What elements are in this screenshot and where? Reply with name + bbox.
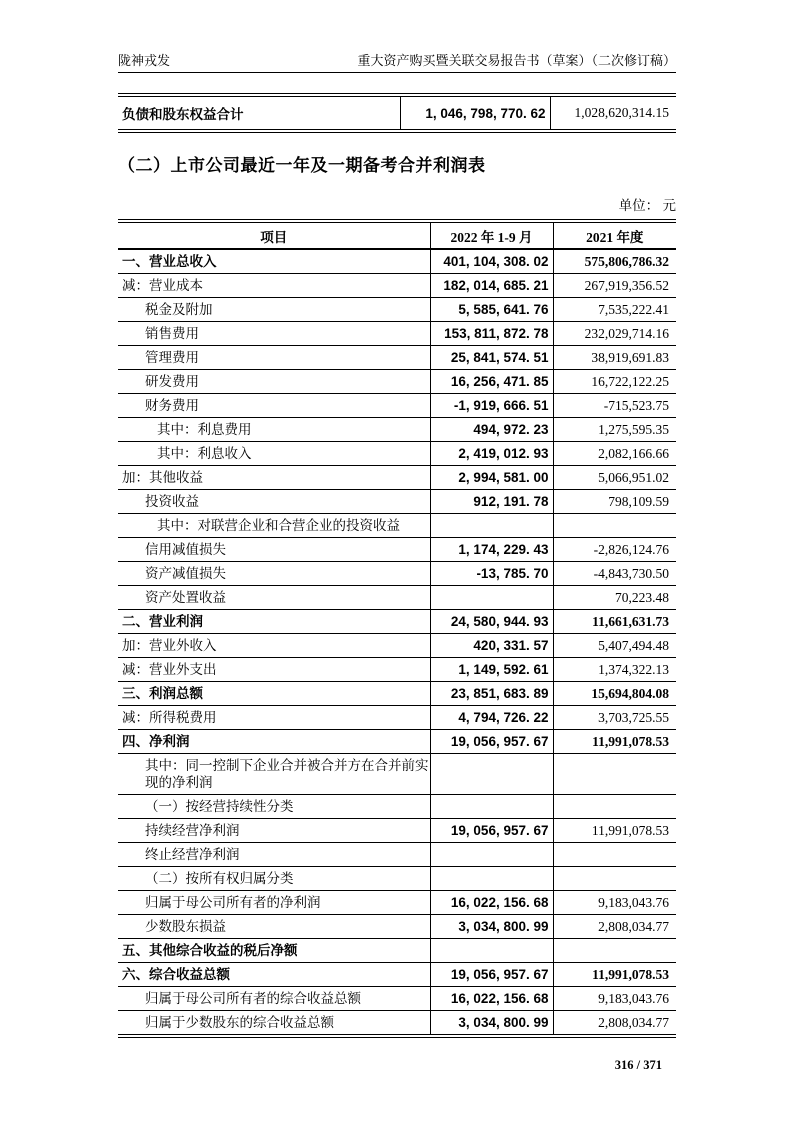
table-row [118, 346, 676, 370]
row-value-2022: -1, 919, 666. 51 [430, 394, 553, 418]
row-value-2021: 15,694,804.08 [553, 682, 676, 706]
table-row [118, 682, 676, 706]
running-header [118, 53, 676, 73]
row-value-2021 [553, 514, 676, 538]
row-label: 其中：利息收入 [118, 442, 430, 466]
row-label: 管理费用 [118, 346, 430, 370]
page-content [118, 0, 676, 1073]
row-label: 减：营业成本 [118, 274, 430, 298]
row-value-2022 [430, 754, 553, 795]
row-value-2021: 11,991,078.53 [553, 963, 676, 987]
row-value-2022: 420, 331. 57 [430, 634, 553, 658]
header-company-name: 陇神戎发 [118, 53, 171, 68]
table-row [118, 490, 676, 514]
row-value-2022: 182, 014, 685. 21 [430, 274, 553, 298]
row-value-2021: 1,374,322.13 [553, 658, 676, 682]
row-value-2021: 11,661,631.73 [553, 610, 676, 634]
table-row [118, 586, 676, 610]
row-label: 减：营业外支出 [118, 658, 430, 682]
table-row [118, 730, 676, 754]
row-label: 投资收益 [118, 490, 430, 514]
row-label: 其中：同一控制下企业合并被合并方在合并前实现的净利润 [118, 754, 430, 795]
table-row [118, 442, 676, 466]
table-row [118, 1011, 676, 1037]
row-label: 减：所得税费用 [118, 706, 430, 730]
table-row [118, 963, 676, 987]
row-label: 加：营业外收入 [118, 634, 430, 658]
row-value-2021: 5,066,951.02 [553, 466, 676, 490]
row-value-2022: 16, 022, 156. 68 [430, 891, 553, 915]
row-value-2022: 24, 580, 944. 93 [430, 610, 553, 634]
row-value-2021: 11,991,078.53 [553, 730, 676, 754]
row-value-2022: 5, 585, 641. 76 [430, 298, 553, 322]
income-statement-table [118, 219, 676, 1038]
table-row [118, 418, 676, 442]
row-label: 三、利润总额 [118, 682, 430, 706]
row-label: 资产减值损失 [118, 562, 430, 586]
table-row [118, 394, 676, 418]
row-label: 税金及附加 [118, 298, 430, 322]
row-value-2021: 2,082,166.66 [553, 442, 676, 466]
row-label: （二）按所有权归属分类 [118, 867, 430, 891]
row-value-2022: 912, 191. 78 [430, 490, 553, 514]
row-label: 归属于母公司所有者的综合收益总额 [118, 987, 430, 1011]
row-value-2021: 9,183,043.76 [553, 891, 676, 915]
row-value-2021: 38,919,691.83 [553, 346, 676, 370]
row-label: 研发费用 [118, 370, 430, 394]
row-value-2022: 3, 034, 800. 99 [430, 915, 553, 939]
row-value-2021 [553, 867, 676, 891]
row-value-2021: 798,109.59 [553, 490, 676, 514]
table-row [118, 795, 676, 819]
column-header-2021: 2021 年度 [553, 221, 676, 249]
table-row [118, 249, 676, 274]
row-label: （一）按经营持续性分类 [118, 795, 430, 819]
table-row [118, 843, 676, 867]
table-row [118, 562, 676, 586]
row-label: 二、营业利润 [118, 610, 430, 634]
row-value-2022: 19, 056, 957. 67 [430, 730, 553, 754]
row-value-2021: -4,843,730.50 [553, 562, 676, 586]
row-value-2021: 2,808,034.77 [598, 1015, 669, 1030]
row-value-2022: 25, 841, 574. 51 [430, 346, 553, 370]
balance-carryover-table [118, 93, 676, 133]
row-value-2022: 19, 056, 957. 67 [430, 819, 553, 843]
row-value-2022 [430, 939, 553, 963]
row-value-2022: 2, 994, 581. 00 [430, 466, 553, 490]
table-row [118, 274, 676, 298]
table-row [118, 915, 676, 939]
row-value-2022 [430, 514, 553, 538]
row-value-2022: 1, 149, 592. 61 [430, 658, 553, 682]
row-value-2021: 2,808,034.77 [553, 915, 676, 939]
table-row [118, 706, 676, 730]
section-title: （二）上市公司最近一年及一期备考合并利润表 [118, 156, 486, 175]
row-label: 加：其他收益 [118, 466, 430, 490]
row-label: 六、综合收益总额 [118, 963, 430, 987]
row-value-2022: 4, 794, 726. 22 [430, 706, 553, 730]
table-row [118, 95, 676, 131]
row-value-2022: 2, 419, 012. 93 [430, 442, 553, 466]
row-value-2022: 494, 972. 23 [430, 418, 553, 442]
table-row [118, 538, 676, 562]
row-value-2022: 16, 022, 156. 68 [430, 987, 553, 1011]
row-value-2021: 232,029,714.16 [553, 322, 676, 346]
table-row [118, 298, 676, 322]
table-header-row [118, 221, 676, 249]
row-label: 其中：利息费用 [118, 418, 430, 442]
column-header-2022: 2022 年 1-9 月 [430, 221, 553, 249]
row-value-2021 [553, 939, 676, 963]
page-number: 316 / 371 [614, 1058, 662, 1072]
header-report-title: 重大资产购买暨关联交易报告书（草案）（二次修订稿） [357, 53, 676, 68]
table-row [118, 754, 676, 795]
row-value-2022 [430, 843, 553, 867]
unit-label: 单位： 元 [618, 198, 676, 213]
row-value-2021: 16,722,122.25 [553, 370, 676, 394]
table-row [118, 939, 676, 963]
row-value-2022: 3, 034, 800. 99 [430, 1011, 553, 1037]
row-value-2022: -13, 785. 70 [430, 562, 553, 586]
row-value-2022: 23, 851, 683. 89 [430, 682, 553, 706]
row-label: 负债和股东权益合计 [122, 107, 244, 122]
column-header-item: 项目 [118, 221, 430, 249]
row-value-2022 [430, 867, 553, 891]
row-label: 其中：对联营企业和合营企业的投资收益 [118, 514, 430, 538]
row-label: 五、其他综合收益的税后净额 [118, 939, 430, 963]
row-value-2022: 19, 056, 957. 67 [430, 963, 553, 987]
row-value-2021 [553, 754, 676, 795]
row-value-2022: 1, 174, 229. 43 [430, 538, 553, 562]
row-label: 归属于母公司所有者的净利润 [118, 891, 430, 915]
row-value-2021: -2,826,124.76 [553, 538, 676, 562]
row-label: 资产处置收益 [118, 586, 430, 610]
row-value-2021: 5,407,494.48 [553, 634, 676, 658]
table-row [118, 891, 676, 915]
table-row [118, 819, 676, 843]
row-value-2021: 9,183,043.76 [553, 987, 676, 1011]
row-value-2021: 575,806,786.32 [553, 249, 676, 274]
table-row [118, 514, 676, 538]
row-value-2021: 11,991,078.53 [553, 819, 676, 843]
row-value-2021: 1,028,620,314.15 [574, 105, 669, 120]
row-value-2021: 3,703,725.55 [553, 706, 676, 730]
row-value-2021: 267,919,356.52 [553, 274, 676, 298]
table-row [118, 370, 676, 394]
table-row [118, 634, 676, 658]
row-value-2021 [553, 795, 676, 819]
row-label: 财务费用 [118, 394, 430, 418]
row-value-2021: -715,523.75 [553, 394, 676, 418]
row-value-2022: 401, 104, 308. 02 [430, 249, 553, 274]
row-label: 归属于少数股东的综合收益总额 [145, 1015, 334, 1030]
row-label: 一、营业总收入 [118, 249, 430, 274]
row-value-2021: 7,535,222.41 [553, 298, 676, 322]
row-value-2022: 16, 256, 471. 85 [430, 370, 553, 394]
row-value-2022: 1, 046, 798, 770. 62 [400, 95, 550, 131]
row-value-2021: 1,275,595.35 [553, 418, 676, 442]
row-value-2022 [430, 795, 553, 819]
table-row [118, 610, 676, 634]
table-row [118, 466, 676, 490]
row-value-2022 [430, 586, 553, 610]
row-label: 信用减值损失 [118, 538, 430, 562]
row-value-2022: 153, 811, 872. 78 [430, 322, 553, 346]
row-value-2021 [553, 843, 676, 867]
table-row [118, 867, 676, 891]
row-label: 销售费用 [118, 322, 430, 346]
row-label: 四、净利润 [118, 730, 430, 754]
row-value-2021: 70,223.48 [553, 586, 676, 610]
table-row [118, 987, 676, 1011]
table-row [118, 658, 676, 682]
row-label: 终止经营净利润 [118, 843, 430, 867]
table-row [118, 322, 676, 346]
row-label: 少数股东损益 [118, 915, 430, 939]
row-label: 持续经营净利润 [118, 819, 430, 843]
